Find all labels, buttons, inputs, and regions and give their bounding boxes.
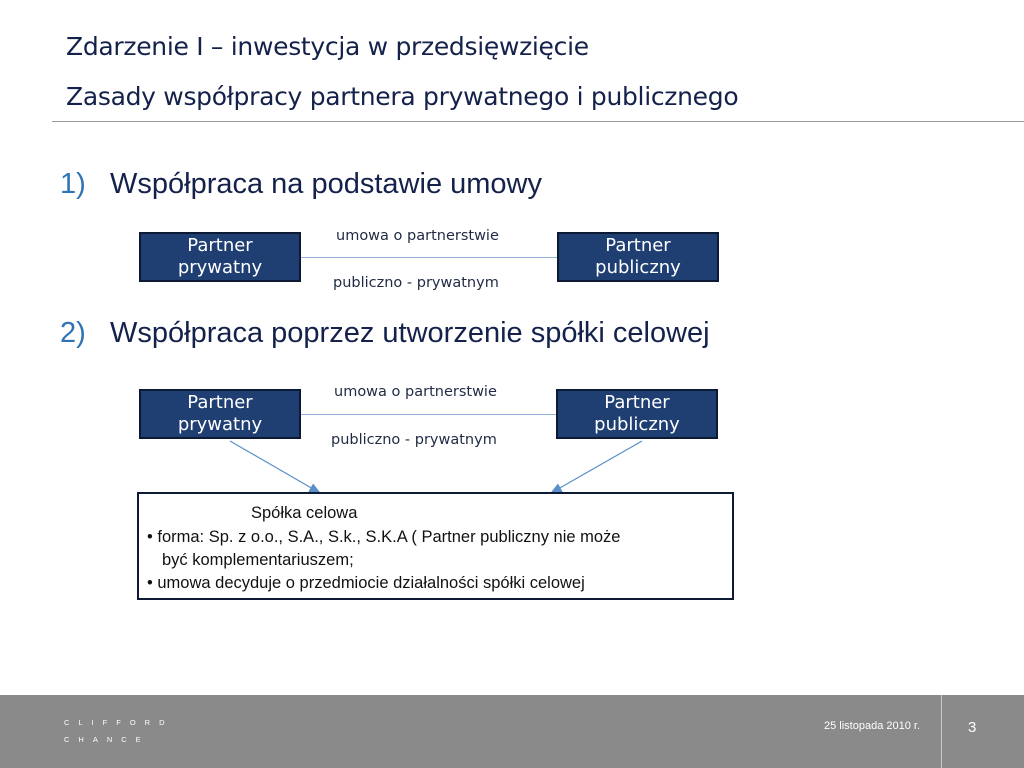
spv-box: [137, 492, 734, 600]
spv-bullet-2-text: umowa decyduje o przedmiocie działalności spółki celowej: [157, 574, 585, 592]
d2-left-line2: prywatny: [177, 414, 263, 435]
spv-title: Spółka celowa: [251, 504, 358, 522]
logo-line1: CLIFFORD: [64, 718, 174, 727]
slide-title-line2: Zasady współpracy partnera prywatnego i publicznego: [66, 82, 739, 111]
bullet-dot-icon: •: [147, 528, 153, 546]
d1-left-line2: prywatny: [177, 257, 263, 278]
logo-line2: CHANCE: [64, 735, 150, 744]
footer-divider: [941, 695, 942, 768]
point-2-number: 2): [60, 317, 86, 349]
page-number: 3: [968, 719, 977, 736]
point-1-number: 1): [60, 168, 86, 200]
d1-right-line2: publiczny: [595, 257, 681, 278]
d2-right-line1: Partner: [604, 392, 670, 413]
point-1-text: Współpraca na podstawie umowy: [110, 168, 542, 200]
arrow-public-to-spv: [551, 441, 642, 493]
d2-label-bottom: publiczno - prywatnym: [331, 432, 497, 448]
spv-bullet-1-line2: być komplementariuszem;: [162, 551, 354, 569]
footer-bar: [0, 695, 1024, 768]
d1-label-top: umowa o partnerstwie: [336, 228, 499, 244]
spv-bullet-1-line1: forma: Sp. z o.o., S.A., S.k., S.K.A ( Partner publiczny nie może: [157, 528, 621, 546]
spv-bullet-2: [147, 572, 585, 595]
d2-label-top: umowa o partnerstwie: [334, 384, 497, 400]
d2-right-line2: publiczny: [594, 414, 680, 435]
arrow-private-to-spv: [230, 441, 320, 493]
bullet-dot-icon: •: [147, 574, 153, 592]
spv-bullet-1: [147, 526, 727, 572]
d1-right-line1: Partner: [605, 235, 671, 256]
d1-left-line1: Partner: [187, 235, 253, 256]
d1-label-bottom: publiczno - prywatnym: [333, 275, 499, 291]
point-2-text: Współpraca poprzez utworzenie spółki celowej: [110, 317, 710, 349]
d2-left-line1: Partner: [187, 392, 253, 413]
slide-title-line1: Zdarzenie I – inwestycja w przedsięwzięcie: [66, 32, 589, 61]
footer-date: 25 listopada 2010 r.: [824, 720, 921, 732]
